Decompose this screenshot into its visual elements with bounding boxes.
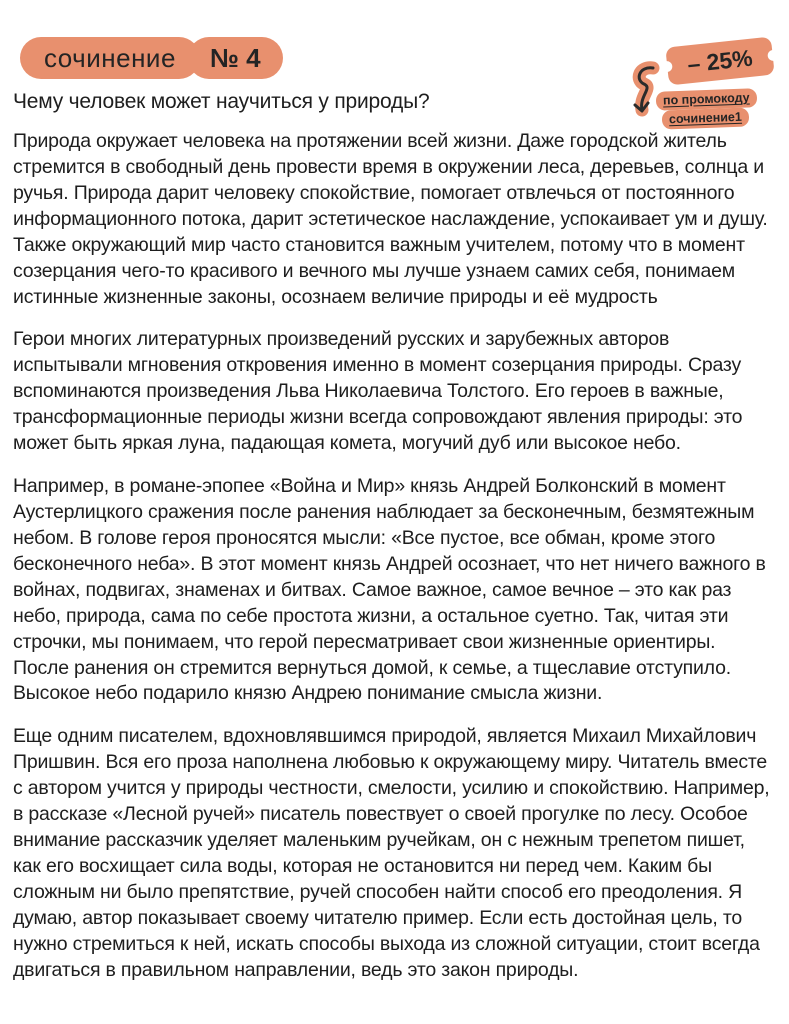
essay-paragraph-4: Еще одним писателем, вдохновлявшимся природой, является Михаил Михайлович Пришвин. Вся его проза наполнена любовью к окружающему миру. Читатель вместе с автором учится у природы честности, смелости, усилию и спокойствию. Например, в рассказе «Лесной ручей» писатель повествует о своей прогулке по лесу. Особое внимание рассказчик уделяет маленьким ручейкам, он с нежным трепетом пишет, как его восхищает сила воды, которая не остановится ни перед чем. Каким бы сложным ни было препятствие, ручей способен найти способ его преодоления. Я думаю, автор показывает своему читателю пример. Если есть достойная цель, то нужно стремиться к ней, искать способы выхода из сложной ситуации, стоит всегда двигаться в правильном направлении, ведь это закон природы. (13, 725, 770, 981)
essay-paragraph-2: Герои многих литературных произведений русских и зарубежных авторов испытывали мгновения откровения именно в момент созерцания природы. Сразу вспоминаются произведения Льва Николаевича Толстого. Его героев в важные, трансформационные периоды жизни всегда сопровождают явления природы: это может быть яркая луна, падающая комета, могучий дуб или высокое небо. (13, 328, 743, 455)
promo-code-value-label: сочинение1 (668, 109, 743, 127)
promo-code-intro-label: по промокоду (663, 90, 751, 108)
essay-badge-label: сочинение (44, 42, 176, 73)
header-badges (20, 37, 283, 79)
discount-ticket-badge (665, 37, 774, 86)
essay-badge (20, 37, 200, 79)
essay-title: Чему человек может научиться у природы? (13, 90, 430, 113)
essay-number-label: № 4 (209, 42, 261, 73)
discount-value: – 25% (686, 44, 754, 77)
essay-number-badge (188, 37, 283, 79)
essay-body (13, 90, 775, 1001)
essay-paragraph-1: Природа окружает человека на протяжении всей жизни. Даже городской житель стремится в свободный день провести время в окружении леса, деревьев, солнца и ручья. Природа дарит человеку спокойствие, помогает отвлечься от постоянного информационного потока, дарит эстетическое наслаждение, успокаивает ум и душу. Также окружающий мир часто становится важным учителем, потому что в момент созерцания чего-то красивого и вечного мы лучше узнаем самих себя, понимаем истинные жизненные законы, осознаем величие природы и её мудрость (13, 130, 768, 308)
essay-paragraph-3: Например, в романе-эпопее «Война и Мир» князь Андрей Болконский в момент Аустерлицкого сражения после ранения наблюдает за бесконечным, безмятежным небом. В голове героя проносятся мысли: «Все пустое, все обман, кроме этого бесконечного неба». В этот момент князь Андрей осознает, что нет ничего важного в войнах, подвигах, знаменах и битвах. Самое важное, самое вечное – это как раз небо, природа, сама по себе простота жизни, а остальное суетно. Так, читая эти строчки, мы понимаем, что герой пересматривает свои жизненные ориентиры. После ранения он стремится вернуться домой, к семье, а тщеславие отступило. Высокое небо подарило князю Андрею понимание смысла жизни. (13, 475, 766, 705)
